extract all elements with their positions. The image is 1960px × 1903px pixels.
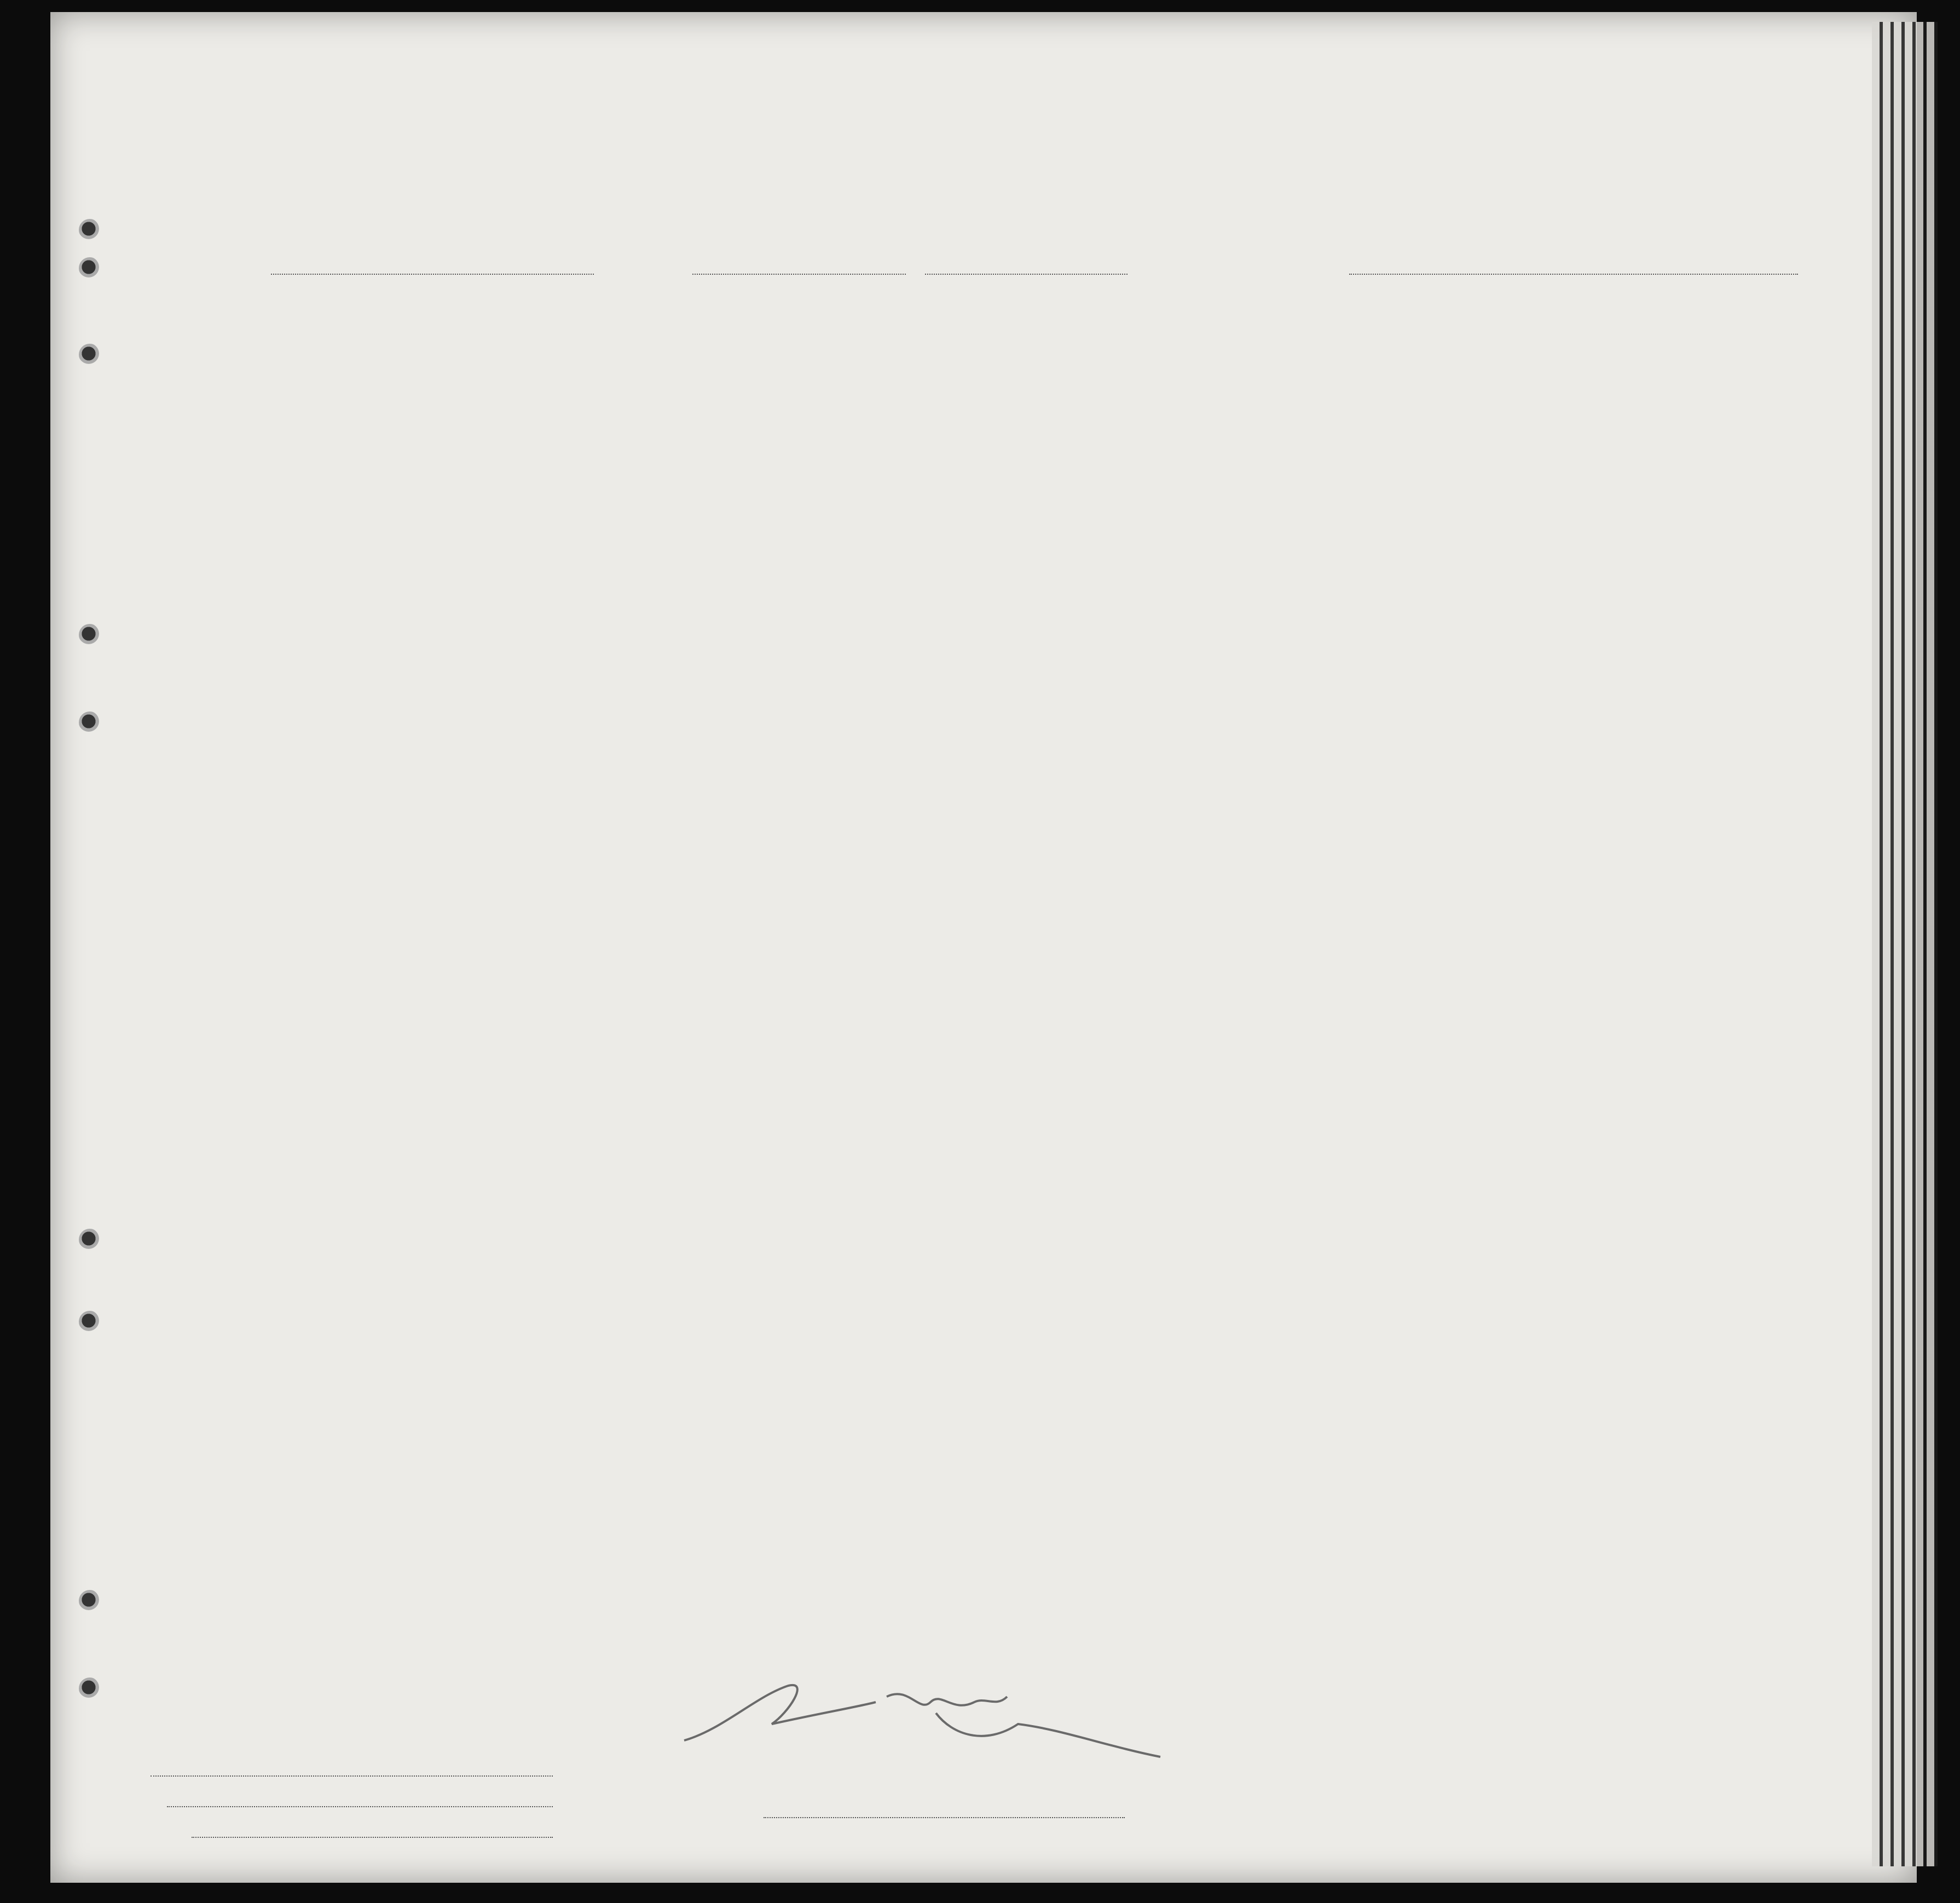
vessel-underline bbox=[271, 274, 594, 275]
owners-underline bbox=[167, 1806, 553, 1807]
binder-hole bbox=[79, 1590, 101, 1612]
binder-hole bbox=[79, 344, 101, 366]
binder-hole bbox=[79, 624, 101, 646]
from-port-underline bbox=[1349, 274, 1798, 275]
binder-hole bbox=[79, 1229, 101, 1251]
agents-underline bbox=[192, 1837, 553, 1838]
binder-hole bbox=[79, 1311, 101, 1333]
date-underline bbox=[925, 274, 1128, 275]
inspector-underline bbox=[764, 1817, 1125, 1818]
binder-hole bbox=[79, 712, 101, 733]
sheet-number bbox=[1691, 100, 1724, 116]
inspector-signature bbox=[679, 1664, 1171, 1790]
binder-hole bbox=[79, 219, 101, 241]
arriving-underline bbox=[692, 274, 906, 275]
line-underline bbox=[151, 1775, 553, 1777]
binder-hole bbox=[79, 257, 101, 279]
manifest-page bbox=[50, 12, 1917, 1883]
binder-hole bbox=[79, 1678, 101, 1699]
binder-edge bbox=[1872, 22, 1938, 1866]
